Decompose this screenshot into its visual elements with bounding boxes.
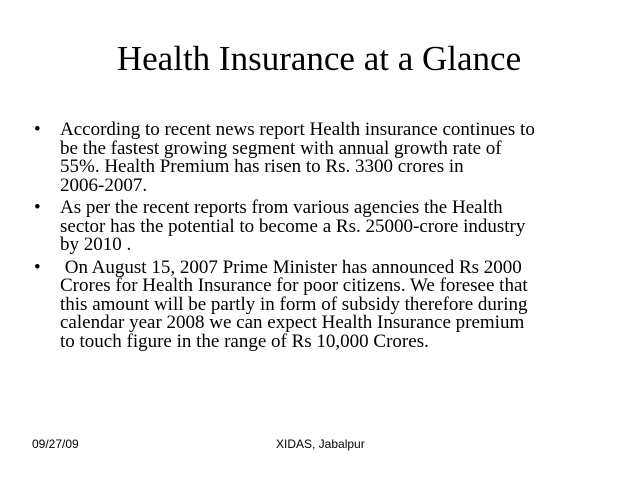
bullet-text-line: this amount will be partly in form of subsidy therefore during [60, 293, 528, 315]
bullet-text-line: to touch figure in the range of Rs 10,000 Crores. [60, 330, 429, 352]
bullet-list [34, 121, 609, 355]
bullet-text-line: According to recent news report Health insurance continues to [60, 119, 535, 140]
bullet-dot-icon: • [34, 119, 41, 140]
bullet-item-1 [34, 121, 609, 195]
bullet-item-3 [34, 256, 609, 352]
footer-center-text: XIDAS, Jabalpur [276, 437, 365, 451]
slide-title: Health Insurance at a Glance [116, 39, 522, 78]
bullet-text-line: be the fastest growing segment with annual growth rate of [60, 137, 502, 159]
bullet-text-line: calendar year 2008 we can expect Health Insurance premium [60, 312, 525, 333]
bullet-text-line: 2006-2007. [60, 174, 148, 196]
bullet-text-line: Crores for Health Insurance for poor citizens. We foresee that [60, 275, 528, 296]
bullet-text-line: As per the recent reports from various agencies the Health [60, 197, 503, 218]
bullet-dot-icon: • [34, 197, 41, 218]
bullet-text-line: 55%. Health Premium has risen to Rs. 3300 crores in [60, 156, 464, 177]
footer-date: 09/27/09 [32, 437, 79, 451]
bullet-text-line: On August 15, 2007 Prime Minister has announced Rs 2000 [60, 256, 522, 278]
bullet-item-2 [34, 199, 609, 255]
bullet-dot-icon: • [34, 256, 41, 278]
bullet-text-line: by 2010 . [60, 234, 132, 255]
bullet-text-line: sector has the potential to become a Rs. 25000-crore industry [60, 215, 526, 237]
